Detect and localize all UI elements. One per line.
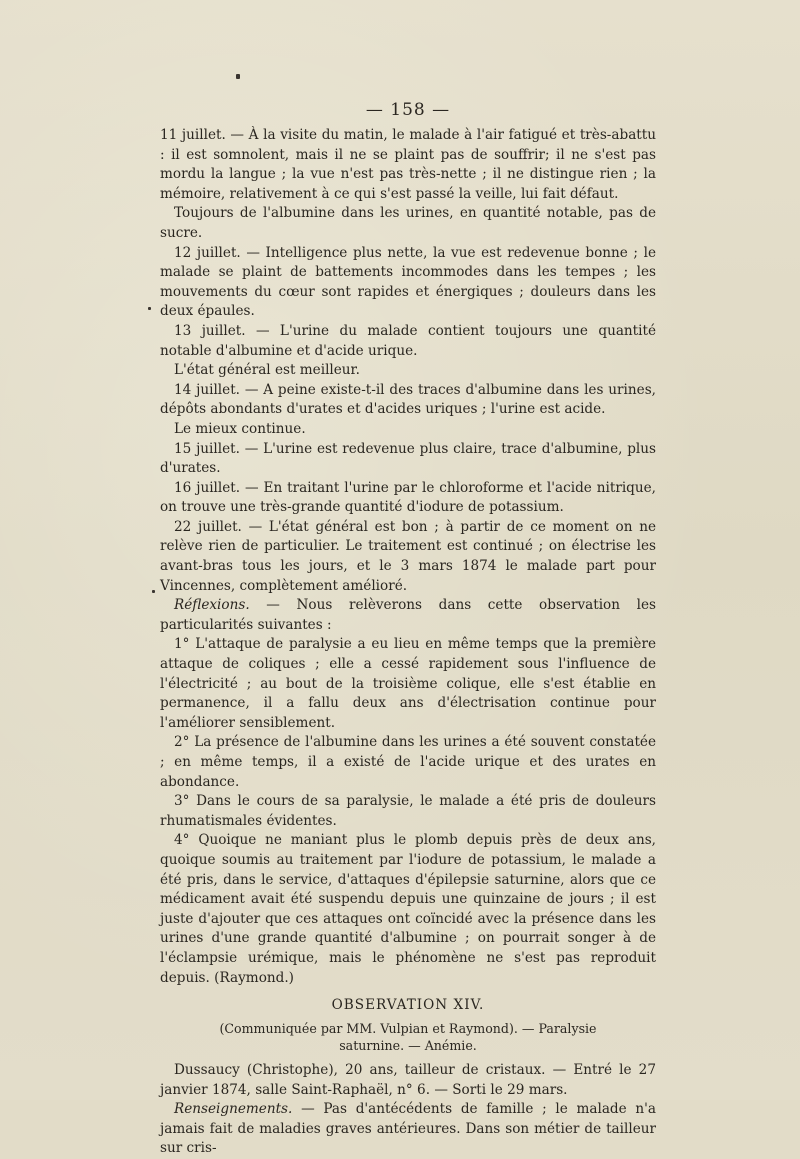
paragraph: 14 juillet. — A peine existe-t-il des traces d'albumine dans les urines, dépôts abondants d'urates et d'acides uriques ; l'urine est acide.	[160, 381, 656, 418]
paragraph: 22 juillet. — L'état général est bon ; à partir de ce moment on ne relève rien de particulier. Le traitement est continué ; on électrise les avant-bras tous les jours, et le 3 mars 1874 le malade part pour Vincennes, complètement amélioré.	[160, 518, 656, 594]
paragraph: 16 juillet. — En traitant l'urine par le chloroforme et l'acide nitrique, on trouve une très-grande quantité d'iodure de potassium.	[160, 479, 656, 516]
paragraph: 12 juillet. — Intelligence plus nette, la vue est redevenue bonne ; le malade se plaint de battements incommodes dans les tempes ; les mouvements du cœur sont rapides et énergiques ; douleurs dans les deux épaules.	[160, 244, 656, 320]
body-text	[160, 126, 656, 1159]
ink-speck	[152, 590, 155, 593]
paragraph: Le mieux continue.	[174, 420, 306, 437]
page-number: — 158 —	[365, 100, 451, 120]
observation-subtitle: (Communiquée par MM. Vulpian et Raymond). — Paralysie saturnine. — Anémie.	[219, 1020, 597, 1054]
numbered-point: 2° La présence de l'albumine dans les urines a été souvent constatée ; en même temps, il a existé de l'acide urique et des urates en abondance.	[160, 734, 656, 790]
observation-title: OBSERVATION XIV.	[331, 997, 485, 1014]
paragraph: L'état général est meilleur.	[174, 362, 360, 379]
reflexions-paragraph	[160, 596, 656, 635]
ink-speck	[148, 307, 151, 310]
renseignements-label: Renseignements.	[174, 1101, 293, 1118]
page-content	[160, 100, 656, 1159]
paragraph: 11 juillet. — À la visite du matin, le malade à l'air fatigué et très-abattu : il est somnolent, mais il ne se plaint pas de souffrir; il ne s'est pas mordu la langue ; la vue n'est pas très-nette ; il ne distingue rien ; la mémoire, relativement à ce qui s'est passé la veille, lui fait défaut.	[160, 127, 656, 202]
renseignements-text: — Pas d'antécédents de famille ; le malade n'a jamais fait de maladies graves antérieures. Dans son métier de tailleur sur cris-	[160, 1101, 656, 1157]
numbered-point: 1° L'attaque de paralysie a eu lieu en même temps que la première attaque de coliques ; elle a cessé rapidement sous l'influence de l'électricité ; au bout de la troisième colique, elle s'est établie en permanence, il a fallu deux ans d'électrisation continue pour l'améliorer sensiblement.	[160, 636, 656, 731]
renseignements-paragraph	[160, 1100, 656, 1159]
numbered-point: 4° Quoique ne maniant plus le plomb depuis près de deux ans, quoique soumis au traitement par l'iodure de potassium, le malade a été pris, dans le service, d'attaques d'épilepsie saturnine, alors que ce médicament avait été suspendu depuis une quinzaine de jours ; il est juste d'ajouter que ces attaques ont coïncidé avec la présence dans les urines d'une grande quantité d'albumine ; on pourrait songer à de l'éclampsie urémique, mais le phénomène ne s'est pas reproduit depuis. (Raymond.)	[160, 832, 656, 986]
reflexions-text: — Nous relèverons dans cette observation les particularités suivantes :	[160, 597, 656, 633]
observation-intro: Dussaucy (Christophe), 20 ans, tailleur de cristaux. — Entré le 27 janvier 1874, salle Saint-Raphaël, n° 6. — Sorti le 29 mars.	[160, 1061, 656, 1098]
numbered-point: 3° Dans le cours de sa paralysie, le malade a été pris de douleurs rhumatismales évidentes.	[160, 793, 656, 829]
paragraph: 13 juillet. — L'urine du malade contient toujours une quantité notable d'albumine et d'acide urique.	[160, 322, 656, 359]
paragraph: Toujours de l'albumine dans les urines, en quantité notable, pas de sucre.	[160, 205, 656, 241]
paragraph: 15 juillet. — L'urine est redevenue plus claire, trace d'albumine, plus d'urates.	[160, 440, 656, 477]
reflexions-label: Réflexions.	[174, 597, 250, 614]
ink-speck	[236, 74, 240, 79]
